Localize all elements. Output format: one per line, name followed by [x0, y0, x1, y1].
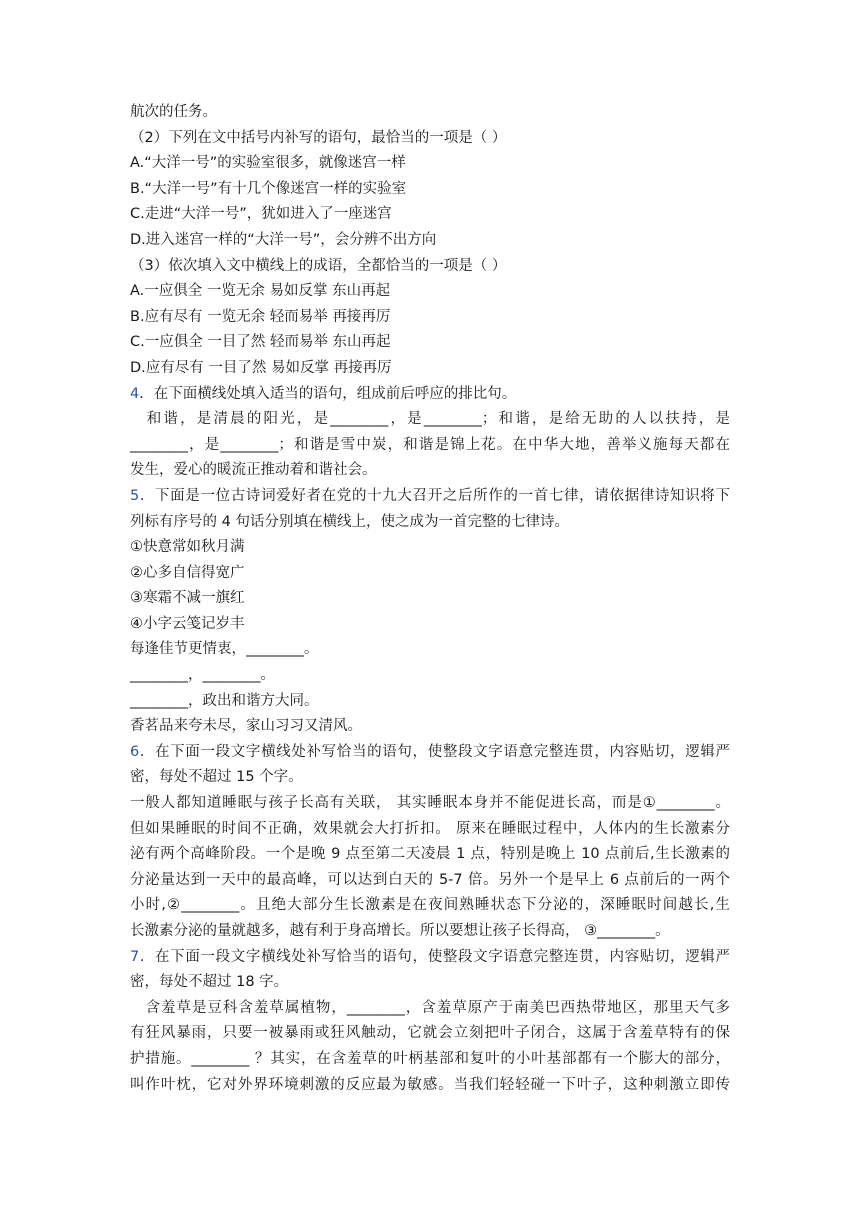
- text-line: [130, 202, 730, 228]
- line-text: ②心多自信得宽广: [130, 564, 245, 581]
- text-line: [130, 868, 730, 894]
- text-line: [130, 356, 730, 382]
- text-line: [130, 714, 730, 740]
- text-line: [130, 689, 730, 715]
- line-text: ．在下面横线处填入适当的语句，组成前后呼应的排比句。: [139, 385, 517, 402]
- question-line: [130, 740, 730, 766]
- text-line: [130, 586, 730, 612]
- question-line: [130, 945, 730, 971]
- line-text: 航次的任务。: [130, 104, 217, 120]
- question-number: 7: [130, 948, 140, 965]
- text-line: [130, 612, 730, 638]
- text-line: [130, 177, 730, 203]
- line-text: 但如果睡眠的时间不正确，效果就会大打折扣。 原来在睡眠过程中，人体内的生长激素分: [130, 820, 730, 837]
- line-text: ．在下面一段文字横线处补写恰当的语句，使整段文字语意完整连贯，内容贴切，逻辑严: [139, 743, 730, 760]
- line-text: 叫作叶枕，它对外界环境刺激的反应最为敏感。当我们轻轻碰一下叶子，这种刺激立即传: [130, 1076, 730, 1093]
- line-text: 香茗品来夸未尽，家山习习又清风。: [130, 718, 362, 735]
- line-text: 发生，爱心的暖流正推动着和谐社会。: [130, 462, 377, 479]
- line-text: 长激素分泌的量就越多，越有利于身高增长。所以要想让孩子长得高， ③________。: [130, 923, 670, 939]
- line-text: 密，每处不超过 18 字。: [130, 974, 289, 991]
- question-number: 5: [130, 487, 140, 504]
- text-line: [130, 407, 730, 433]
- line-text: ①快意常如秋月满: [130, 539, 245, 556]
- text-line: [130, 561, 730, 587]
- text-line: [130, 510, 730, 536]
- line-text: 分泌量达到一天中的最高峰，可以达到白天的 5-7 倍。另外一个是早上 6 点前后的一两个: [130, 871, 730, 888]
- text-line: [130, 637, 730, 663]
- text-line: [130, 433, 730, 459]
- text-line: [130, 458, 730, 484]
- line-text: D.进入迷宫一样的“大洋一号”，会分辨不出方向: [130, 231, 437, 248]
- text-line: [130, 228, 730, 254]
- line-text: C.走进“大洋一号”，犹如进入了一座迷宫: [130, 206, 392, 223]
- text-line: [130, 765, 730, 791]
- line-text: 小时,②________。且绝大部分生长激素是在夜间熟睡状态下分泌的，深睡眠时间越长,生: [130, 897, 730, 914]
- text-line: [130, 151, 730, 177]
- question-number: 6: [130, 743, 140, 760]
- text-line: [130, 279, 730, 305]
- line-text: ④小字云笺记岁丰: [130, 615, 245, 632]
- line-text: 每逢佳节更情衷，________。: [130, 641, 319, 658]
- text-line: [130, 126, 730, 152]
- line-text: A.“大洋一号”的实验室很多，就像迷宫一样: [130, 155, 406, 172]
- line-text: B.应有尽有 一览无余 轻而易举 再接再厉: [130, 308, 391, 325]
- text-line: [130, 791, 730, 817]
- text-line: [130, 970, 730, 996]
- text-line: [130, 893, 730, 919]
- document-body: [130, 100, 730, 1098]
- line-text: ________，是________；和谐是雪中炭，和谐是锦上花。在中华大地，善举义施每天都在: [130, 436, 730, 453]
- line-text: （3）依次填入文中横线上的成语，全都恰当的一项是（ ）: [130, 257, 507, 274]
- line-text: 和谐，是清晨的阳光，是________，是________；和谐，是给无助的人以扶持，是: [130, 411, 730, 428]
- text-line: [130, 1021, 730, 1047]
- text-line: [130, 254, 730, 280]
- line-text: 列标有序号的 4 句话分别填在横线上，使之成为一首完整的七律诗。: [130, 513, 569, 530]
- text-line: [130, 1047, 730, 1073]
- line-text: 一般人都知道睡眠与孩子长高有关联， 其实睡眠本身并不能促进长高，而是①________。: [130, 795, 730, 812]
- line-text: 密，每处不超过 15 个字。: [130, 769, 303, 786]
- line-text: 护措施。________ ？其实，在含羞草的叶柄基部和复叶的小叶基部都有一个膨大的部分，: [130, 1050, 730, 1067]
- line-text: ．在下面一段文字横线处补写恰当的语句，使整段文字语意完整连贯，内容贴切，逻辑严: [139, 948, 730, 965]
- text-line: [130, 996, 730, 1022]
- text-line: [130, 817, 730, 843]
- text-line: [130, 842, 730, 868]
- line-text: A.一应俱全 一览无余 易如反掌 东山再起: [130, 283, 391, 300]
- line-text: B.“大洋一号”有十几个像迷宫一样的实验室: [130, 180, 407, 197]
- line-text: ________，政出和谐方大同。: [130, 692, 319, 709]
- line-text: ________，________。: [130, 667, 275, 684]
- line-text: 有狂风暴雨，只要一被暴雨或狂风触动，它就会立刻把叶子闭合，这属于含羞草特有的保: [130, 1025, 730, 1042]
- text-line: [130, 100, 730, 126]
- text-line: [130, 663, 730, 689]
- line-text: ③寒霜不减一旗红: [130, 590, 245, 607]
- text-line: [130, 305, 730, 331]
- question-number: 4: [130, 385, 140, 402]
- question-line: [130, 484, 730, 510]
- line-text: C.一应俱全 一目了然 轻而易举 东山再起: [130, 334, 391, 351]
- line-text: D.应有尽有 一目了然 易如反掌 再接再厉: [130, 359, 392, 376]
- line-text: ．下面是一位古诗词爱好者在党的十九大召开之后所作的一首七律，请依据律诗知识将下: [139, 487, 730, 504]
- text-line: [130, 535, 730, 561]
- line-text: （2）下列在文中括号内补写的语句，最恰当的一项是（ ）: [130, 129, 507, 146]
- line-text: 泌有两个高峰阶段。一个是晚 9 点至第二天凌晨 1 点，特别是晚上 10 点前后,生长激素的: [130, 846, 730, 863]
- question-line: [130, 382, 730, 408]
- text-line: [130, 1073, 730, 1099]
- text-line: [130, 330, 730, 356]
- line-text: 含羞草是豆科含羞草属植物，________，含羞草原产于南美巴西热带地区，那里天气多: [130, 999, 730, 1016]
- text-line: [130, 919, 730, 945]
